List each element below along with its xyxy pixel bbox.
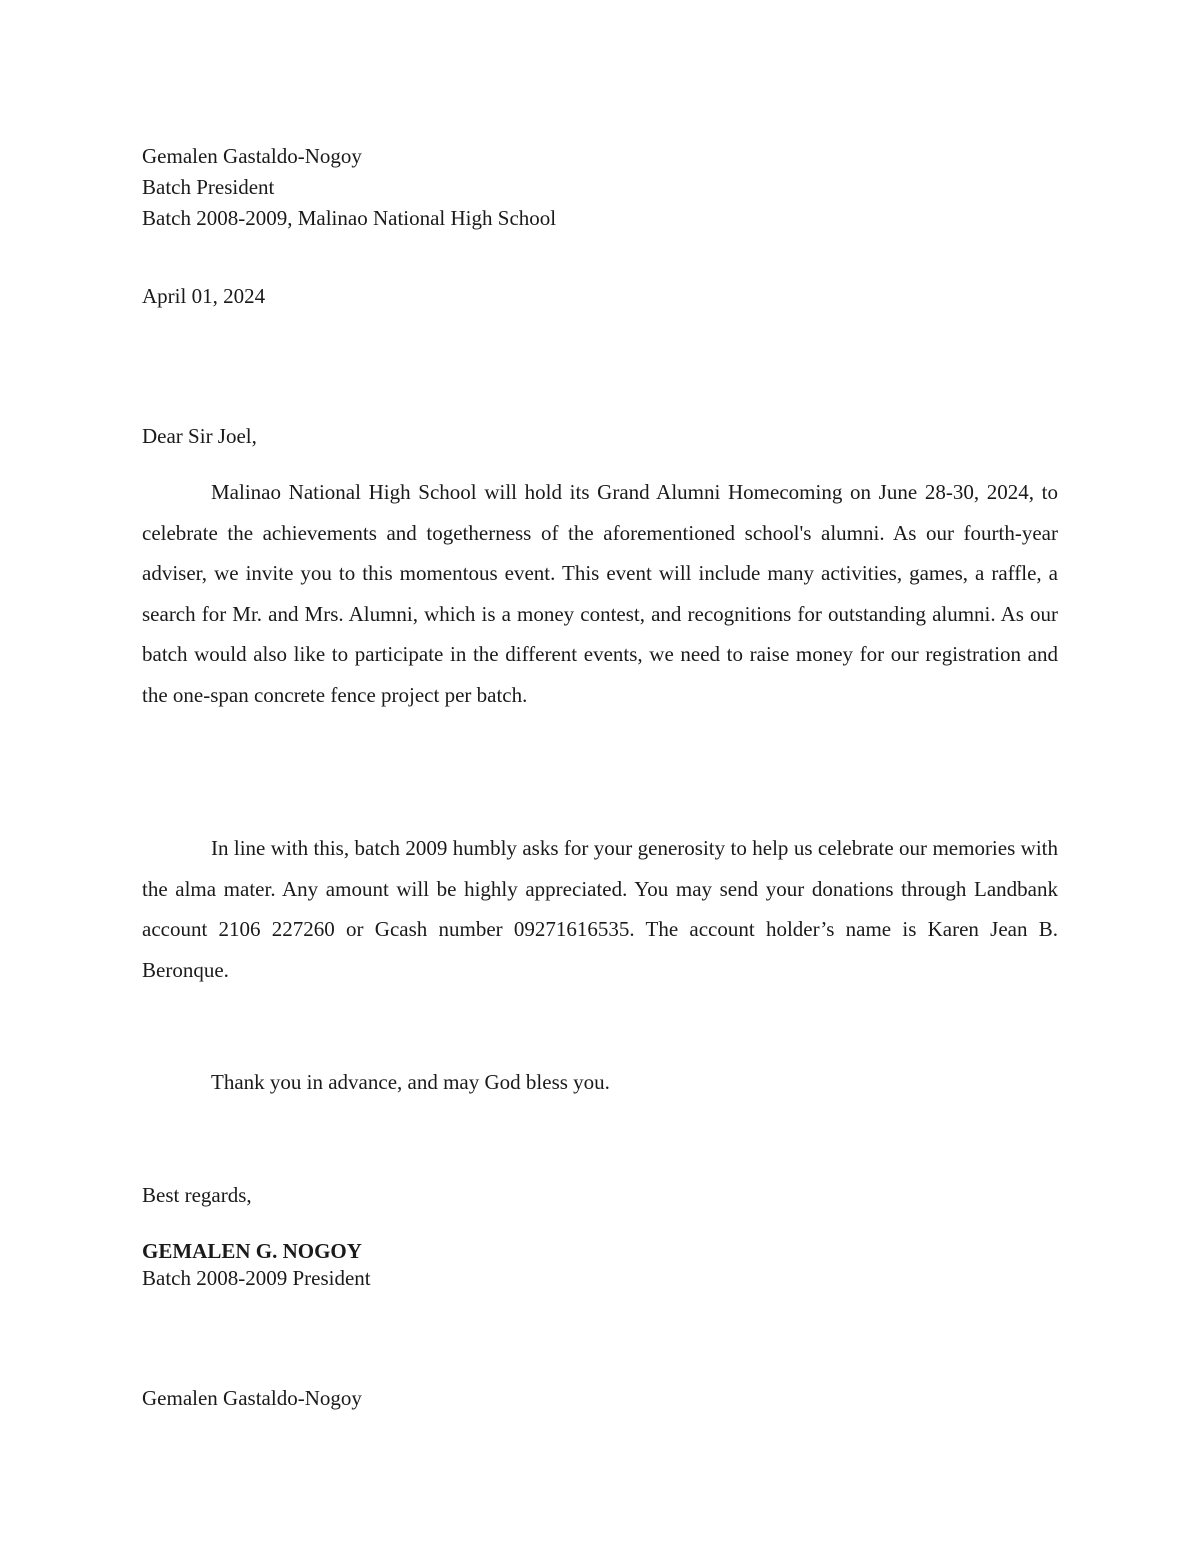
sender-name: Gemalen Gastaldo-Nogoy xyxy=(142,144,362,168)
sender-organization: Batch 2008-2009, Malinao National High School xyxy=(142,206,557,230)
thanks-line: Thank you in advance, and may God bless you. xyxy=(211,1070,610,1094)
signatory-title: Batch 2008-2009 President xyxy=(142,1266,371,1290)
signature-name: Gemalen Gastaldo-Nogoy xyxy=(142,1386,362,1410)
valediction: Best regards, xyxy=(142,1183,252,1207)
salutation: Dear Sir Joel, xyxy=(142,424,257,448)
body-paragraph-2: In line with this, batch 2009 humbly asks for your generosity to help us celebrate our memories with the alma mater. Any amount will be highly appreciated. You may send your donations through Landbank account 2106 227260 or Gcash number 09271616535. The account holder’s name is Karen Jean B. Beronque. xyxy=(142,836,1058,982)
letter-date: April 01, 2024 xyxy=(142,284,266,308)
body-paragraph-1: Malinao National High School will hold its Grand Alumni Homecoming on June 28-30, 2024, to celebrate the achievements and togetherness of the aforementioned school's alumni. As our fourth-year adviser, we invite you to this momentous event. This event will include many activities, games, a raffle, a search for Mr. and Mrs. Alumni, which is a money contest, and recognitions for outstanding alumni. As our batch would also like to participate in the different events, we need to raise money for our registration and the one-span concrete fence project per batch. xyxy=(142,480,1058,707)
sender-title: Batch President xyxy=(142,175,275,199)
signatory-name: GEMALEN G. NOGOY xyxy=(142,1239,362,1263)
